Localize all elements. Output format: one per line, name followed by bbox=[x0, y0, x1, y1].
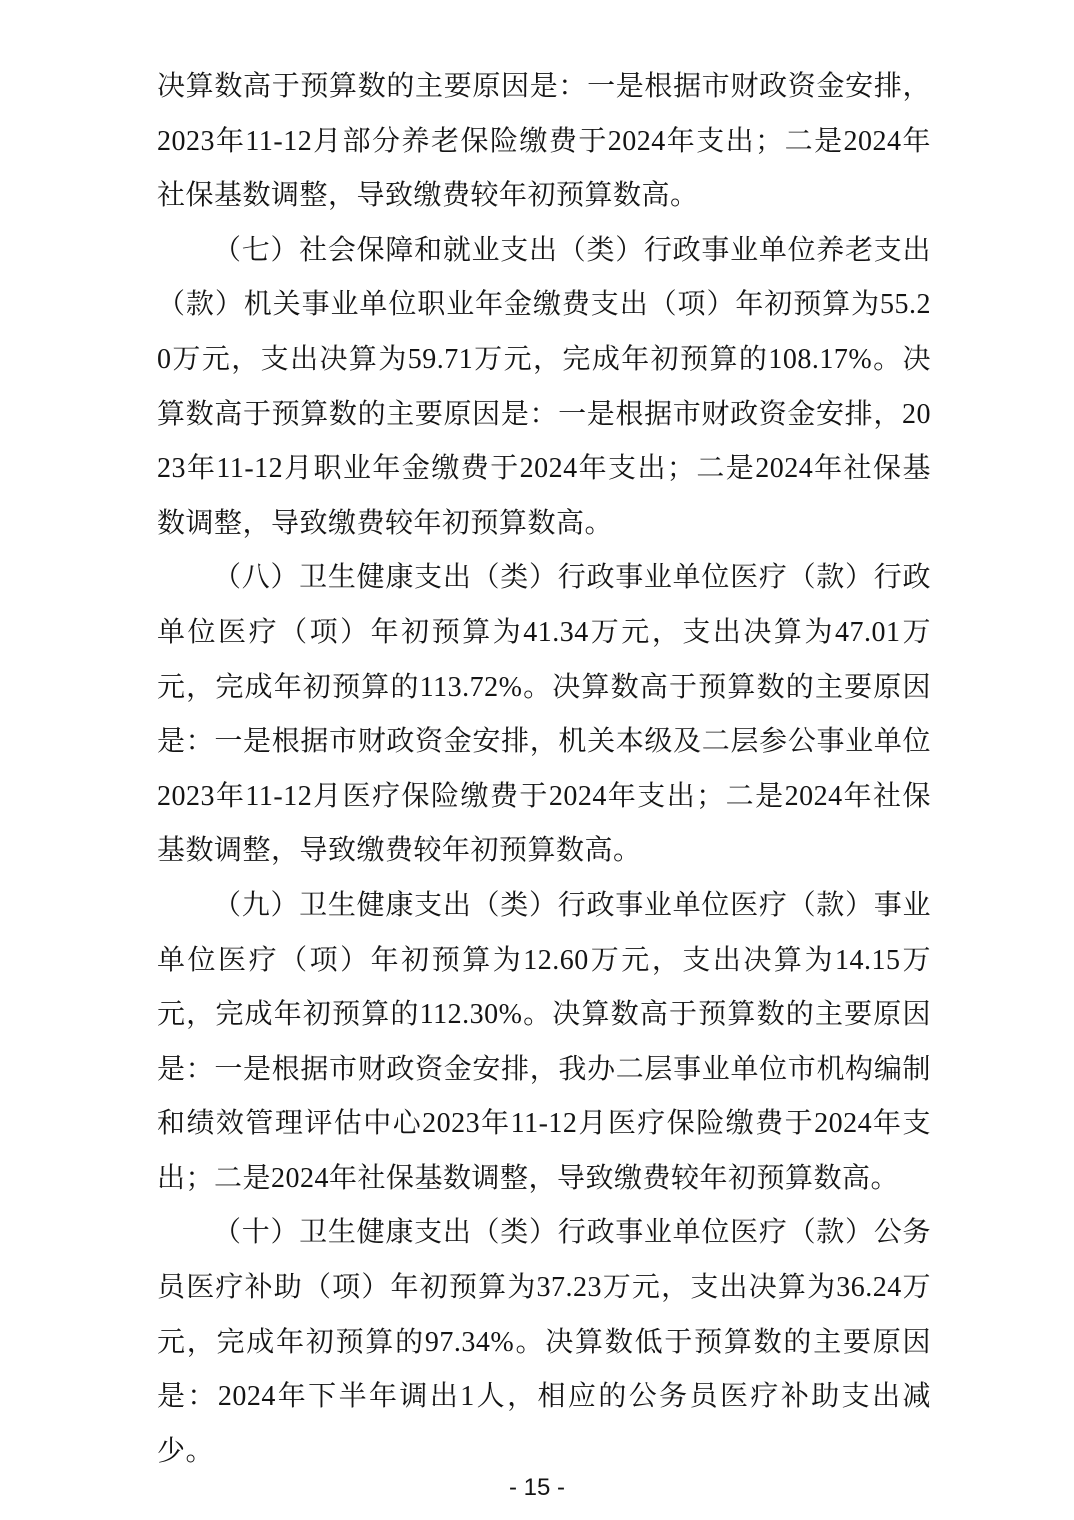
paragraph-item-8: （八）卫生健康支出（类）行政事业单位医疗（款）行政单位医疗（项）年初预算为41.34万元，支出决算为47.01万元，完成年初预算的113.72%。决算数高于预算数的主要原因是：一是根据市财政资金安排，机关本级及二层参公事业单位2023年11-12月医疗保险缴费于2024年支出；二是2024年社保基数调整，导致缴费较年初预算数高。 bbox=[157, 562, 931, 867]
page-number: - 15 - bbox=[508, 1474, 565, 1501]
paragraph-item-7: （七）社会保障和就业支出（类）行政事业单位养老支出（款）机关事业单位职业年金缴费支出（项）年初预算为55.20万元，支出决算为59.71万元，完成年初预算的108.17%。决算数高于预算数的主要原因是：一是根据市财政资金安排，2023年11-12月职业年金缴费于2024年支出；二是2024年社保基数调整，导致缴费较年初预算数高。 bbox=[157, 234, 931, 539]
paragraph-item-9: （九）卫生健康支出（类）行政事业单位医疗（款）事业单位医疗（项）年初预算为12.60万元，支出决算为14.15万元，完成年初预算的112.30%。决算数高于预算数的主要原因是：一是根据市财政资金安排，我办二层事业单位市机构编制和绩效管理评估中心2023年11-12月医疗保险缴费于2024年支出；二是2024年社保基数调整，导致缴费较年初预算数高。 bbox=[157, 889, 931, 1194]
paragraph-item-10: （十）卫生健康支出（类）行政事业单位医疗（款）公务员医疗补助（项）年初预算为37.23万元，支出决算为36.24万元，完成年初预算的97.34%。决算数低于预算数的主要原因是：2024年下半年调出1人，相应的公务员医疗补助支出减少。 bbox=[157, 1217, 931, 1467]
paragraph-continuation: 决算数高于预算数的主要原因是：一是根据市财政资金安排，2023年11-12月部分养老保险缴费于2024年支出；二是2024年社保基数调整，导致缴费较年初预算数高。 bbox=[157, 71, 931, 212]
document-body bbox=[157, 60, 931, 1479]
